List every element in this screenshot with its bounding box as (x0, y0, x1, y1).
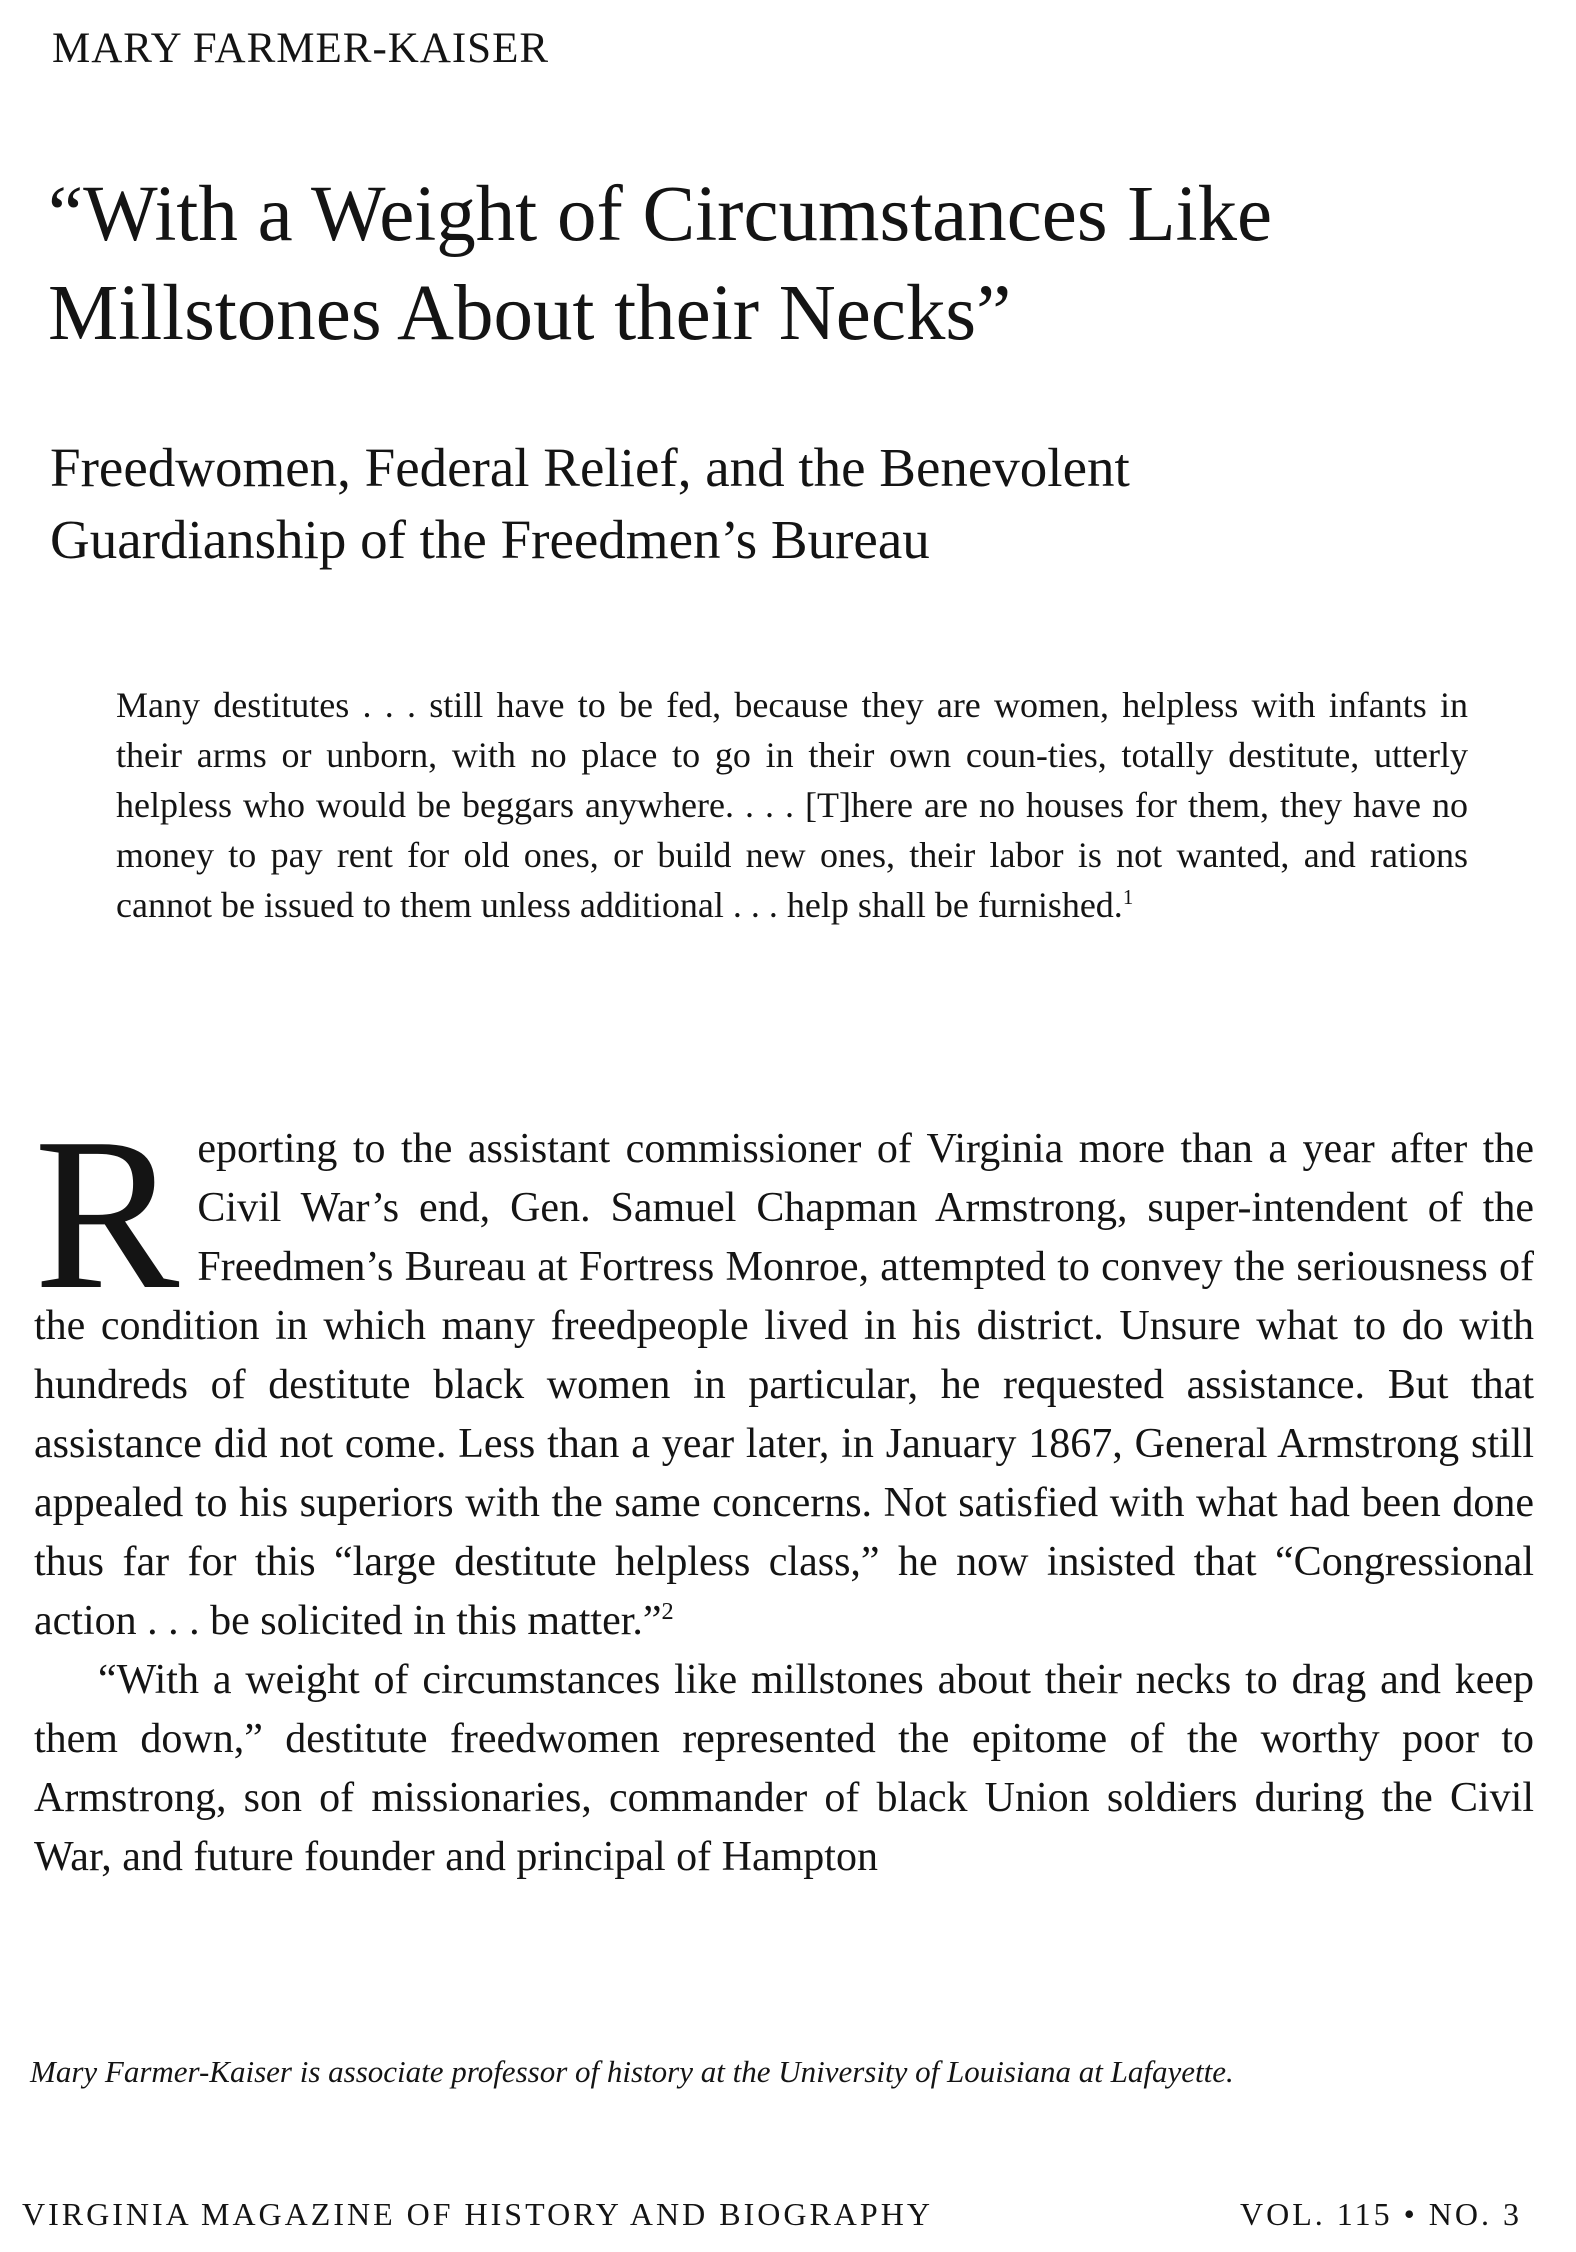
subtitle-line-2: Guardianship of the Freedmen’s Bureau (50, 509, 930, 570)
subtitle-line-1: Freedwomen, Federal Relief, and the Benevolent (50, 437, 1130, 498)
title-line-2: Millstones About their Necks” (48, 270, 1012, 357)
footnote-marker-2: 2 (661, 1598, 674, 1625)
journal-name: VIRGINIA MAGAZINE OF HISTORY AND BIOGRAPHY (22, 2196, 933, 2232)
author-name: MARY FARMER-KAISER (52, 25, 550, 72)
paragraph-2: “With a weight of circumstances like millstones about their necks to drag and keep them down,” destitute freedwomen represented the epitome of the worthy poor to Armstrong, son of missionaries, commander of black Union soldiers during the Civil War, and future founder and principal of Hampton (34, 1657, 1534, 1880)
epigraph-quote (116, 680, 1468, 930)
article-title (48, 165, 1508, 363)
article-body (34, 1094, 1534, 1887)
footnote-marker-1: 1 (1122, 885, 1134, 909)
title-line-1: “With a Weight of Circumstances Like (48, 171, 1273, 258)
article-subtitle (50, 432, 1450, 576)
issue-info: VOL. 115 • NO. 3 (1240, 2196, 1522, 2232)
paragraph-1-text: eporting to the assistant commissioner of Virginia more than a year after the Civil War’s end, Gen. Samuel Chapman Armstrong, super-intendent of the Freedmen’s Bureau at Fortress Monroe, attempted to convey the seriousness of the condition in which many freedpeople lived in his district. Unsure what to do with hundreds of destitute black women in particular, he requested assistance. But that assistance did not come. Less than a year later, in January 1867, General Armstrong still appealed to his superiors with the same concerns. Not satisfied with what had been done thus far for this “large destitute helpless class,” he now insisted that “Congressional action . . . be solicited in this matter.” (34, 1126, 1534, 1644)
epigraph-text: Many destitutes . . . still have to be fed, because they are women, helpless with infants in their arms or unborn, with no place to go in their own coun-ties, totally destitute, utterly helpless who would be beggars anywhere. . . . [T]here are no houses for them, they have no money to pay rent for old ones, or build new ones, their labor is not wanted, and rations cannot be issued to them unless additional . . . help shall be furnished. (116, 685, 1468, 925)
author-bio-note: Mary Farmer-Kaiser is associate professor of history at the University of Louisiana at Lafayette. (30, 2054, 1234, 2089)
paragraph-1 (34, 1094, 1534, 1651)
drop-cap: R (34, 1094, 180, 1335)
page-footer (22, 2196, 1522, 2233)
